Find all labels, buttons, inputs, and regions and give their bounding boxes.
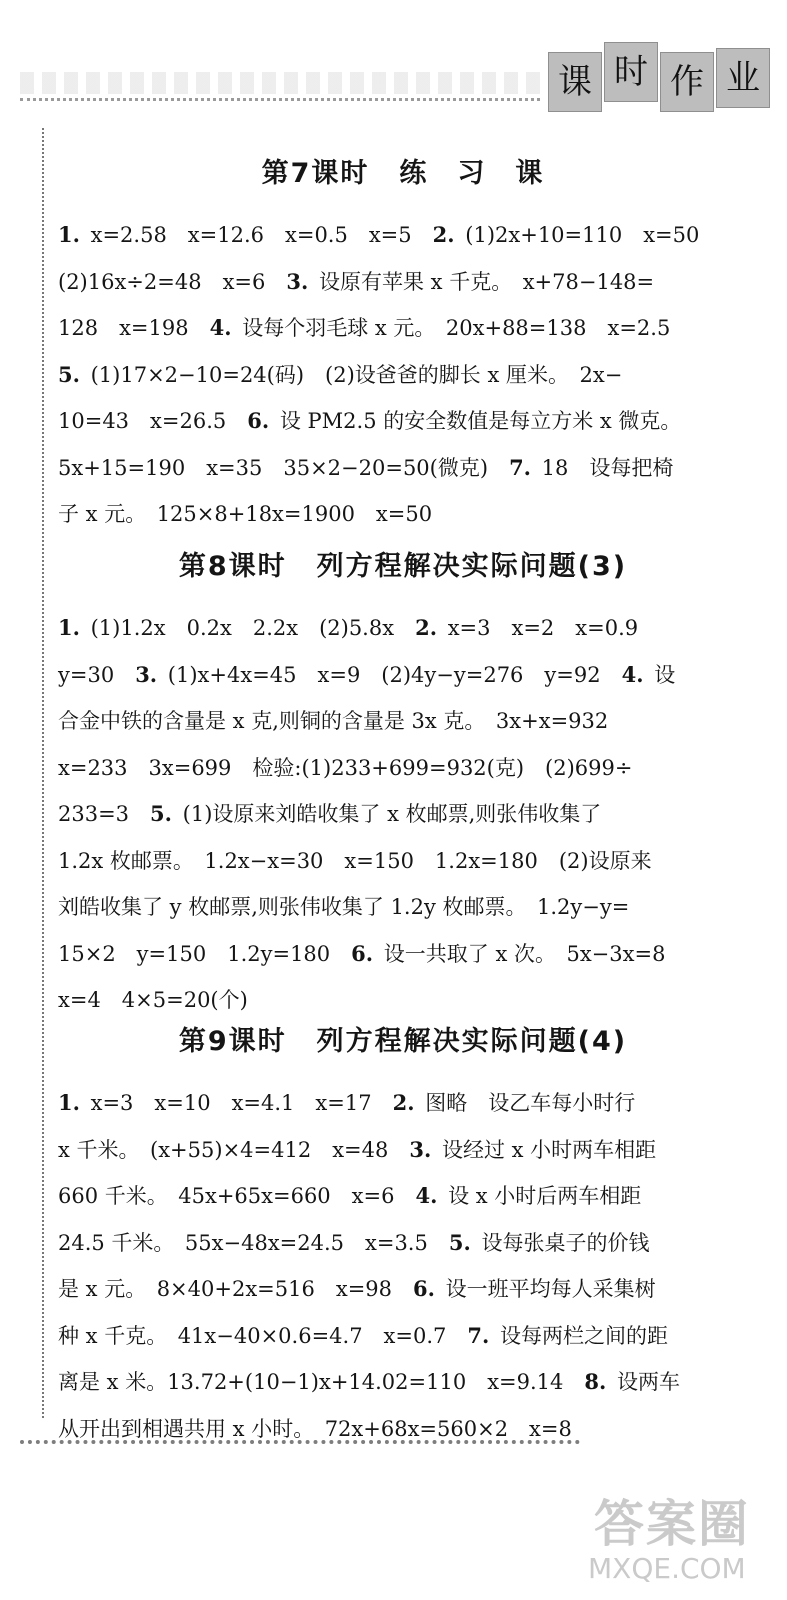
answer-line [58,884,748,931]
answer-text: 子 x 元。 125×8+18x=1900 x=50 [58,502,433,526]
answer-line [58,698,748,745]
question-number: 7. [467,1322,490,1348]
lesson-section [58,150,748,538]
question-number: 2. [415,615,438,640]
answer-text: 233=3 [58,802,151,826]
answer-text: x=2.58 x=12.6 x=0.5 x=5 [83,223,433,247]
answer-text: 设 [647,662,676,687]
lesson-section [58,1018,748,1452]
answer-line [58,1127,748,1174]
answer-line [58,1266,748,1313]
answer-line [58,212,748,259]
answer-block [58,605,748,1024]
answer-line [58,977,748,1024]
answer-line [58,1173,748,1220]
answer-text: 设 x 小时后两车相距 [441,1184,642,1208]
header-decoration [20,72,540,94]
answer-text: 图略 设乙车每小时行 [418,1091,636,1115]
answer-text: x=233 3x=699 检验:(1)233+699=932(克) (2)699÷ [58,755,633,780]
answer-text: 24.5 千米。 55x−48x=24.5 x=3.5 [58,1230,449,1255]
answer-line [58,398,748,445]
question-number: 3. [409,1136,432,1162]
question-number: 6. [247,408,270,433]
question-number: 5. [448,1229,471,1255]
section-lesson: 第9课时 [178,1026,287,1057]
section-title [58,150,748,198]
question-number: 8. [584,1369,607,1394]
answer-text: 5x+15=190 x=35 35×2−20=50(微克) [58,455,510,480]
answer-text: 设 PM2.5 的安全数值是每立方米 x 微克。 [273,409,682,433]
answer-block [58,1080,748,1452]
question-number: 4. [621,661,644,687]
watermark-logo: 答案圈 [594,1495,750,1553]
answer-text: (1)17×2−10=24(码) (2)设爸爸的脚长 x 厘米。 2x− [83,362,623,387]
answer-line [58,352,748,399]
section-title [58,1018,748,1066]
answer-text: x=4 4×5=20(个) [58,988,248,1012]
question-number: 6. [351,940,374,966]
answer-text: 设每张桌子的价钱 [474,1230,650,1255]
answer-block [58,212,748,538]
answer-line [58,745,748,792]
answer-text: x=3 x=10 x=4.1 x=17 [83,1091,393,1115]
answer-text: (1)设原来刘皓收集了 x 枚邮票,则张伟收集了 [175,802,602,826]
header-tab: 课 [548,52,602,112]
section-topic: 列方程解决实际问题(3) [316,551,628,582]
header-tab: 时 [604,42,658,102]
question-number: 3. [135,661,158,687]
answer-line [58,1406,748,1453]
answer-line [58,605,748,652]
question-number: 2. [392,1090,415,1115]
header-tab: 业 [716,48,770,108]
answer-text: 18 设每把椅 [535,455,674,480]
answer-text: (1)1.2x 0.2x 2.2x (2)5.8x [83,616,416,640]
answer-line [58,791,748,838]
question-number: 1. [58,222,80,247]
section-topic: 练 习 课 [399,158,545,189]
answer-text: 种 x 千克。 41x−40×0.6=4.7 x=0.7 [58,1323,468,1348]
header-tabs [548,42,780,112]
answer-text: 128 x=198 [58,316,210,340]
answer-text: 设一班平均每人采集树 [438,1277,656,1301]
section-lesson: 第7课时 [261,158,370,189]
answer-line [58,838,748,885]
answer-text: (1)x+4x=45 x=9 (2)4y−y=276 y=92 [161,662,622,687]
answer-text: 15×2 y=150 1.2y=180 [58,941,352,966]
answer-line [58,305,748,352]
lesson-section [58,543,748,1024]
answer-text: 10=43 x=26.5 [58,409,248,433]
answer-text: 合金中铁的含量是 x 克,则铜的含量是 3x 克。 3x+x=932 [58,709,609,733]
answer-line [58,1359,748,1406]
watermark-url: MXQE.COM [588,1552,746,1585]
answer-text: 设每两栏之间的距 [493,1323,669,1348]
header-dotted-rule [20,98,540,101]
question-number: 1. [58,615,80,640]
answer-text: 从开出到相遇共用 x 小时。 72x+68x=560×2 x=8 [58,1416,572,1441]
header-tab: 作 [660,52,714,112]
question-number: 6. [413,1276,435,1301]
question-number: 4. [209,315,232,340]
footer-dotted-rule [20,1440,580,1444]
answer-line [58,491,748,538]
margin-dotted-rule [42,128,44,1418]
answer-text: 离是 x 米。13.72+(10−1)x+14.02=110 x=9.14 [58,1370,585,1394]
answer-text: 660 千米。 45x+65x=660 x=6 [58,1184,416,1208]
answer-text: 设每个羽毛球 x 元。 20x+88=138 x=2.5 [235,316,671,340]
answer-text: 设经过 x 小时两车相距 [435,1137,657,1162]
answer-text: y=30 [58,662,136,687]
answer-text: 设两车 [610,1370,681,1394]
answer-text: (2)16x÷2=48 x=6 [58,269,287,294]
question-number: 5. [58,361,80,387]
section-topic: 列方程解决实际问题(4) [316,1026,628,1057]
question-number: 4. [415,1183,438,1208]
answer-text: x 千米。 (x+55)×4=412 x=48 [58,1137,410,1162]
answer-line [58,1313,748,1360]
answer-text: (1)2x+10=110 x=50 [458,223,700,247]
answer-text: 是 x 元。 8×40+2x=516 x=98 [58,1277,414,1301]
question-number: 1. [58,1090,80,1115]
question-number: 7. [509,454,531,480]
answer-line [58,931,748,978]
answer-text: 设原有苹果 x 千克。 x+78−148= [312,269,655,294]
question-number: 5. [150,801,172,826]
answer-text: 设一共取了 x 次。 5x−3x=8 [377,941,666,966]
answer-line [58,1080,748,1127]
answer-text: x=3 x=2 x=0.9 [441,616,639,640]
question-number: 3. [286,268,309,294]
question-number: 2. [432,222,455,247]
answer-text: 1.2x 枚邮票。 1.2x−x=30 x=150 1.2x=180 (2)设原来 [58,848,652,873]
answer-line [58,1220,748,1267]
answer-line [58,259,748,306]
answer-line [58,652,748,699]
section-title [58,543,748,591]
answer-line [58,445,748,492]
section-lesson: 第8课时 [178,551,287,582]
answer-text: 刘皓收集了 y 枚邮票,则张伟收集了 1.2y 枚邮票。 1.2y−y= [58,895,630,919]
